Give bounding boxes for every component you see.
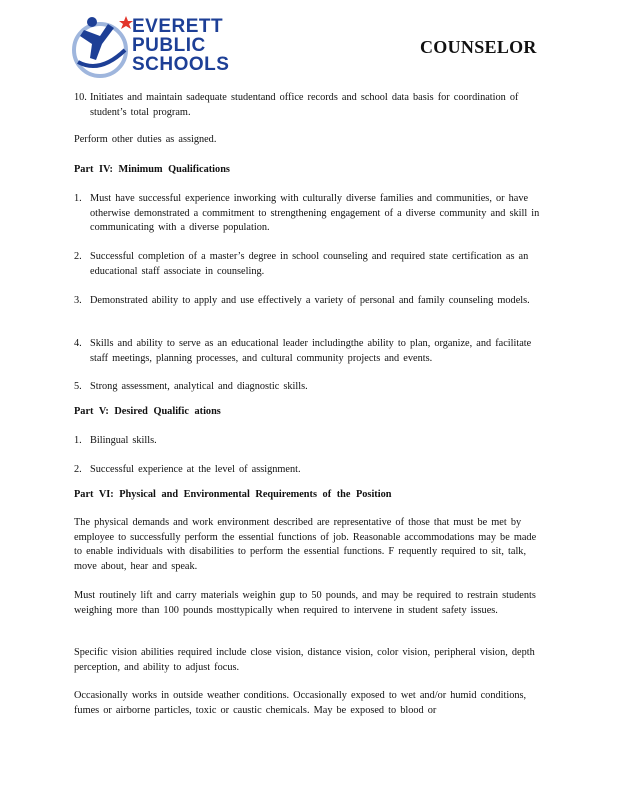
logo-line-3: SCHOOLS <box>132 54 230 75</box>
part-vi-heading: Part VI: Physical and Environmental Requirements of the Position <box>74 489 392 500</box>
logo-wordmark <box>132 18 229 75</box>
part-v-heading: Part V: Desired Qualific ations <box>74 406 221 417</box>
list-item-number: 1. <box>74 193 82 204</box>
list-item-text: Initiates and maintain sadequate studentand office records and school data basis for coordination of student’s total program. <box>90 92 519 118</box>
list-item-text: Successful completion of a master’s degree in school counseling and required state certification as an educational staff associate in counseling. <box>90 251 529 277</box>
list-item <box>74 380 544 395</box>
paragraph: Specific vision abilities required include close vision, distance vision, color vision, peripheral vision, depth perception, and ability to adjust focus. <box>74 647 535 673</box>
list-item <box>74 463 544 478</box>
page-title: COUNSELOR <box>420 37 537 57</box>
list-item <box>74 250 544 279</box>
list-item-number: 2. <box>74 251 82 262</box>
logo-line-2: PUBLIC <box>132 35 206 56</box>
list-item-number: 3. <box>74 295 82 306</box>
paragraph: The physical demands and work environment described are representative of those that must be met by employee to successfully perform the essential functions of job. Reasonable accommodations may be made to enable individuals with disabilities to perform the essential functions. F requently required to sit, talk, move about, hear and speak. <box>74 517 537 572</box>
list-item-text: Successful experience at the level of assignment. <box>90 464 301 475</box>
everett-public-schools-logo <box>70 10 245 80</box>
list-item-text: Demonstrated ability to apply and use effectively a variety of personal and family counseling models. <box>90 295 530 306</box>
list-item-text: Strong assessment, analytical and diagnostic skills. <box>90 381 308 392</box>
list-item <box>74 434 544 449</box>
paragraph: Occasionally works in outside weather conditions. Occasionally exposed to wet and/or humid conditions, fumes or airborne particles, toxic or caustic chemicals. May be exposed to blood or <box>74 690 527 716</box>
list-item-text: Bilingual skills. <box>90 435 157 446</box>
list-item-number: 5. <box>74 381 82 392</box>
list-item-number: 1. <box>74 435 82 446</box>
list-item-number: 10. <box>74 92 87 103</box>
list-item <box>74 337 544 366</box>
list-item-number: 4. <box>74 338 82 349</box>
logo-line-1: EVERETT <box>132 16 224 37</box>
list-item-text: Skills and ability to serve as an educational leader includingthe ability to plan, organize, and facilitate staff meetings, planning processes, and cultural community projects and events. <box>90 338 532 364</box>
list-item-number: 2. <box>74 464 82 475</box>
paragraph: Must routinely lift and carry materials weighin gup to 50 pounds, and may be required to restrain students weighing more than 100 pounds mosttypically when required to intervene in student safety issues. <box>74 590 536 616</box>
list-item <box>74 91 544 120</box>
list-item-text: Must have successful experience inworking with culturally diverse families and communities, or have otherwise demonstrated a commitment to strengthening engagement of a diverse community and skill in communicating with a diverse population. <box>90 193 540 234</box>
part-iv-heading: Part IV: Minimum Qualifications <box>74 164 230 175</box>
list-item <box>74 294 544 309</box>
other-duties-text: Perform other duties as assigned. <box>74 134 217 145</box>
list-item <box>74 192 544 236</box>
